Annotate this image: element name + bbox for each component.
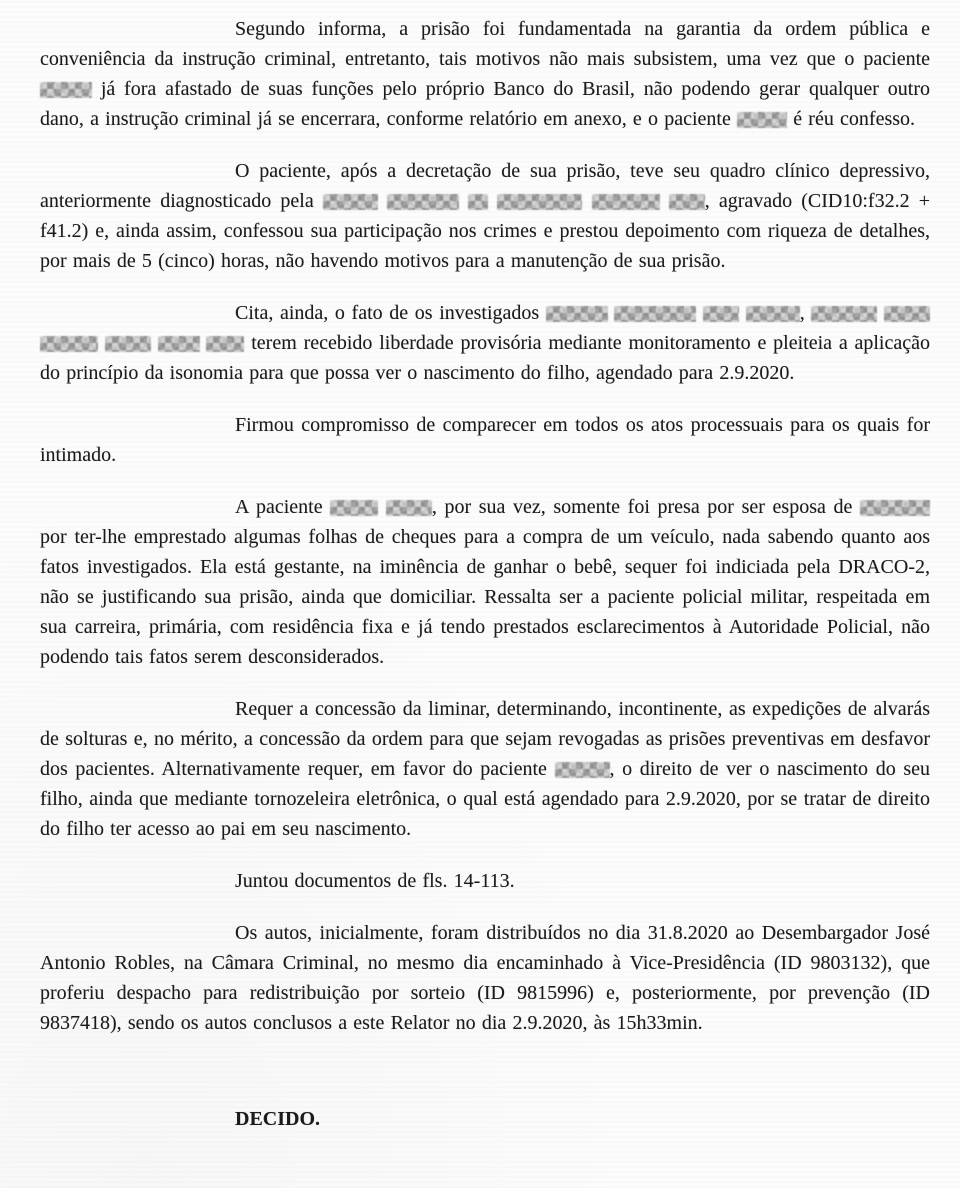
redacted-text <box>592 194 660 210</box>
text-run: , por sua vez, somente foi presa por ser esposa de <box>431 496 860 518</box>
text-run: por ter-lhe emprestado algumas folhas de cheques para a compra de um veículo, nada sabendo quanto aos fatos investigados. Ela está gestante, na iminência de ganhar o bebê, sequer foi indiciada pela DRACO-2, não se justificando sua prisão, ainda que domiciliar. Ressalta ser a paciente policial militar, respeitada em sua carreira, primária, com residência fixa e já tendo prestados esclarecimentos à Autoridade Policial, não podendo tais fatos serem desconsiderados. <box>40 526 930 668</box>
text-run <box>739 302 746 324</box>
text-run <box>608 302 615 324</box>
paragraph-compromisso <box>40 410 930 470</box>
redacted-text <box>884 306 930 322</box>
paragraph-paciente-esposa <box>40 492 930 672</box>
paragraph-documentos <box>40 866 930 896</box>
redacted-text <box>40 82 92 98</box>
document-body <box>40 14 930 1134</box>
text-run: já fora afastado de suas funções pelo próprio Banco do Brasil, não podendo gerar qualquer outro dano, a instrução criminal já se encerrara, conforme relatório em anexo, e o paciente <box>40 78 930 130</box>
redacted-text <box>614 306 696 322</box>
text-run: , agravado (CID10:f32.2 + f41.2) e, ainda assim, confessou sua participação nos crimes e prestou depoimento com riqueza de detalhes, por mais de 5 (cinco) horas, não havendo motivos para a manutenção de sua prisão. <box>40 190 931 272</box>
text-run: Cita, ainda, o fato de os investigados <box>235 302 546 324</box>
text-run: A paciente <box>235 496 331 518</box>
paragraph-fundamentacao-prisao <box>40 14 930 134</box>
text-run <box>696 302 703 324</box>
text-run <box>98 332 105 354</box>
redacted-text <box>737 112 787 128</box>
redacted-text <box>746 306 800 322</box>
redacted-text <box>669 194 705 210</box>
text-run: é réu confesso. <box>787 108 916 130</box>
redacted-text <box>386 500 432 516</box>
redacted-text <box>323 194 378 210</box>
redacted-text <box>497 194 582 210</box>
text-run: Os autos, inicialmente, foram distribuídos no dia 31.8.2020 ao Desembargador José Antonio Robles, na Câmara Criminal, no mesmo dia encaminhado à Vice-Presidência (ID 9803132), que proferiu despacho para redistribuição por sorteio (ID 9815996) e, posteriormente, por prevenção (ID 9837418), sendo os autos conclusos a este Relator no dia 2.9.2020, às 15h33min. <box>40 922 930 1034</box>
text-run <box>200 332 207 354</box>
text-run <box>488 190 497 212</box>
text-run <box>378 496 386 518</box>
text-run <box>877 302 884 324</box>
redacted-text <box>546 306 608 322</box>
text-run <box>660 190 669 212</box>
text-run: Segundo informa, a prisão foi fundamentada na garantia da ordem pública e conveniência da instrução criminal, entretanto, tais motivos não mais subsistem, uma vez que o paciente <box>40 18 930 70</box>
text-run: O paciente, após a decretação de sua prisão, teve seu quadro clínico depressivo, anteriormente diagnosticado pela <box>40 160 930 212</box>
redacted-text <box>330 500 378 516</box>
redacted-text <box>158 336 200 352</box>
paragraph-quadro-clinico <box>40 156 930 276</box>
redacted-text <box>468 194 488 210</box>
redacted-text <box>105 336 151 352</box>
text-run <box>378 190 387 212</box>
decision-heading <box>40 1104 930 1134</box>
redacted-text <box>811 306 877 322</box>
redacted-text <box>555 762 610 778</box>
redacted-text <box>40 336 98 352</box>
redacted-text <box>206 336 244 352</box>
text-run: , <box>799 302 812 324</box>
text-run <box>151 332 158 354</box>
text-run: Firmou compromisso de comparecer em todos os atos processuais para os quais for intimado. <box>40 414 930 466</box>
text-run: terem recebido liberdade provisória mediante monitoramento e pleiteia a aplicação do princípio da isonomia para que possa ver o nascimento do filho, agendado para 2.9.2020. <box>40 332 930 384</box>
redacted-text <box>703 306 739 322</box>
redacted-text <box>860 500 930 516</box>
text-run <box>459 190 468 212</box>
text-run: DECIDO. <box>235 1108 321 1130</box>
redacted-text <box>387 194 459 210</box>
text-run <box>582 190 591 212</box>
paragraph-isonomia <box>40 298 930 388</box>
paragraph-distribuicao-autos <box>40 918 930 1038</box>
text-run: Juntou documentos de fls. 14-113. <box>235 870 515 892</box>
text-run: Requer a concessão da liminar, determinando, incontinente, as expedições de alvarás de solturas e, no mérito, a concessão da ordem para que sejam revogadas as prisões preventivas em desfavor dos pacientes. Alternativamente requer, em favor do paciente <box>40 698 930 780</box>
paragraph-requerimento <box>40 694 930 844</box>
text-run: , o direito de ver o nascimento do seu filho, ainda que mediante tornozeleira eletrônica, o qual está agendado para 2.9.2020, por se tratar de direito do filho ter acesso ao pai em seu nascimento. <box>40 758 930 840</box>
